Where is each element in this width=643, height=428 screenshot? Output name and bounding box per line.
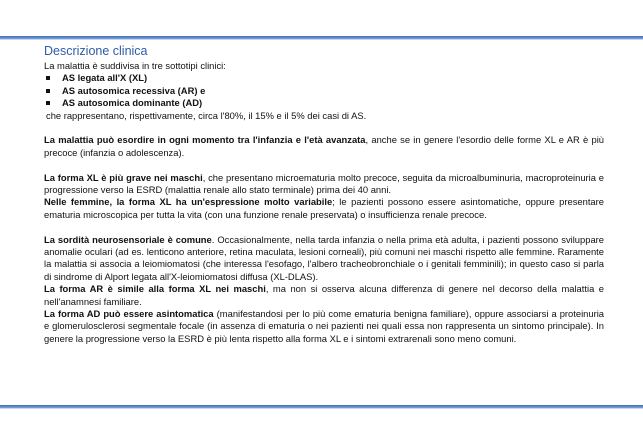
paragraph-xl-males bbox=[44, 172, 604, 197]
subtypes-percentages: che rappresentano, rispettivamente, circa l'80%, il 15% e il 5% dei casi di AS. bbox=[46, 109, 367, 121]
deafness-highlight: La sordità neurosensoriale è comune bbox=[44, 233, 212, 245]
ad-form-highlight: La forma AD può essere asintomatica bbox=[44, 308, 214, 320]
deafness-text: . Occasionalmente, nella tarda infanzia o nella prima età adulta, i pazienti possono sviluppare anomalie oculari (ad es. lenticono anteriore, retina maculata, lesioni corneali), più comuni nei maschi rispetto alle femmine. Raramente la malattia si associa a leiomiomatosi (che interessa l'esofago, l'albero tracheobronchiale o i genitali femminili); in questo caso si parla di sindrome di Alport legata all'X-leiomiomatosi diffusa (XL-DLAS). bbox=[44, 233, 604, 282]
subtype-list bbox=[44, 72, 604, 109]
paragraph-ad-form bbox=[44, 308, 604, 345]
ad-form-text: (manifestandosi per lo più come ematuria benigna familiare), oppure associarsi a proteinuria e glomerulosclerosi segmentale focale (in assenza di ematuria o nei pazienti nei quali essa non rappresenta un sintomo principale). In genere la progressione verso la ESRD è più lenta rispetto alla forma XL e i sintomi extrarenali sono meno comuni. bbox=[44, 308, 605, 344]
xl-females-highlight: Nelle femmine, la forma XL ha un'espressione molto variabile bbox=[44, 196, 333, 208]
paragraph-onset bbox=[44, 134, 604, 159]
ar-form-highlight: La forma AR è simile alla forma XL nei maschi bbox=[44, 283, 266, 295]
list-item: AS autosomica recessiva (AR) e bbox=[44, 85, 604, 97]
paragraph-ar-form bbox=[44, 283, 604, 308]
ar-form-text: , ma non si osserva alcuna differenza di genere nel decorso della malattia e nell'anamnesi familiare. bbox=[44, 283, 604, 307]
paragraph-deafness bbox=[44, 234, 604, 284]
xl-females-text: ; le pazienti possono essere asintomatiche, oppure presentare ematuria microscopica per tutta la vita (con una funzione renale preservata) o insufficienza renale precoce. bbox=[44, 196, 604, 220]
onset-highlight: La malattia può esordire in ogni momento tra l'infanzia e l'età avanzata bbox=[44, 134, 366, 146]
top-divider bbox=[0, 36, 643, 39]
list-item: AS legata all'X (XL) bbox=[44, 72, 604, 84]
clinical-description-section bbox=[44, 44, 604, 345]
xl-males-text: , che presentano microematuria molto precoce, seguita da microalbuminuria, macroproteinuria e progressione verso la ESRD (malattia renale allo stato terminale) prima dei 40 anni. bbox=[44, 171, 604, 196]
paragraph-xl-females bbox=[44, 196, 604, 221]
section-title: Descrizione clinica bbox=[44, 44, 148, 58]
list-item: AS autosomica dominante (AD) bbox=[44, 97, 604, 109]
onset-text: , anche se in genere l'esordio delle forme XL e AR è più precoce (infanzia o adolescenza). bbox=[44, 134, 604, 158]
intro-text: La malattia è suddivisa in tre sottotipi clinici: bbox=[44, 60, 226, 71]
bottom-divider bbox=[0, 405, 643, 408]
xl-males-highlight: La forma XL è più grave nei maschi bbox=[44, 171, 203, 183]
